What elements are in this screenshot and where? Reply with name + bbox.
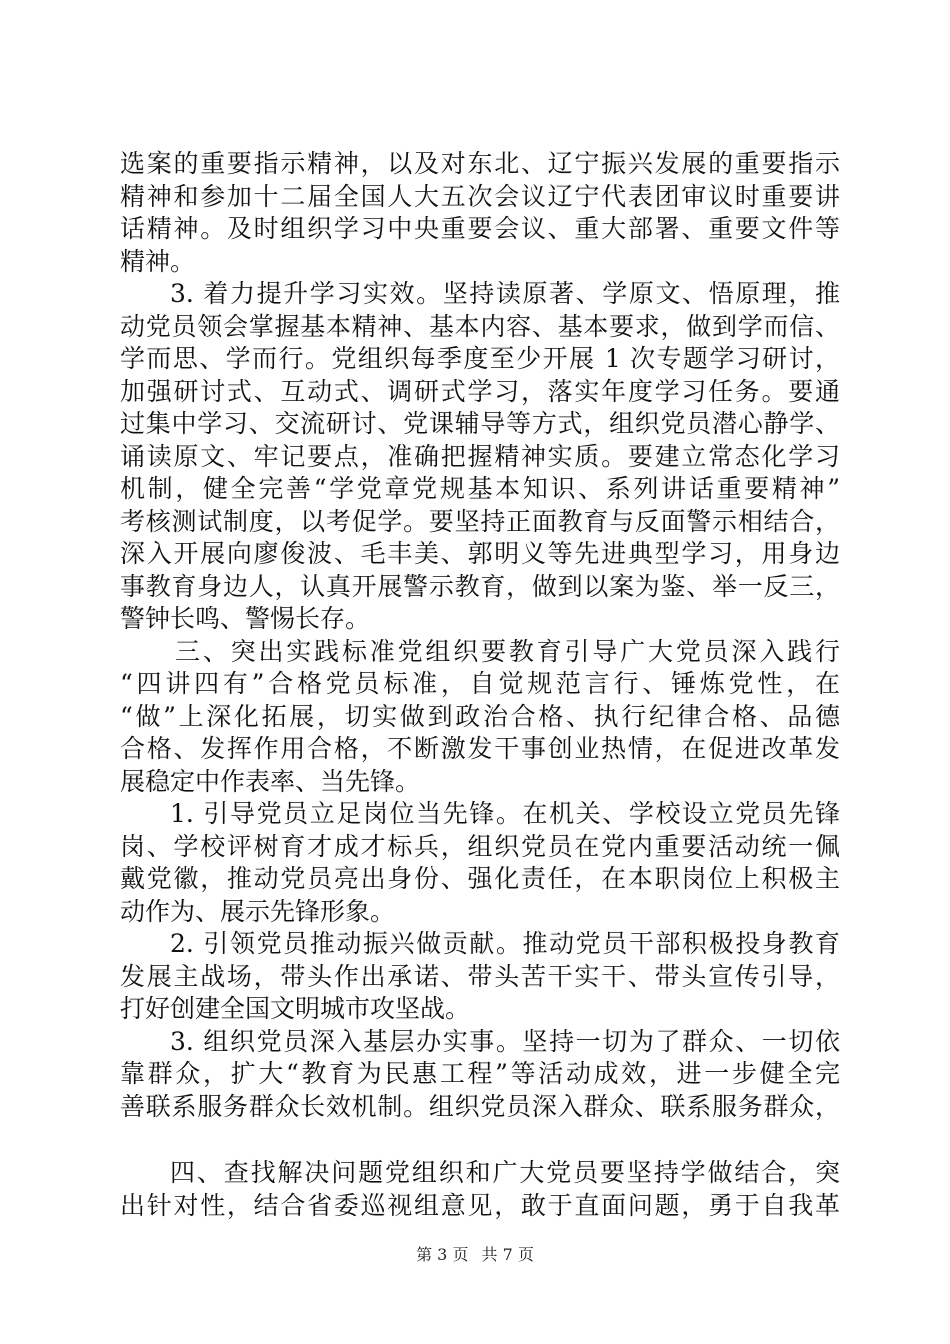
text-line: 合格、发挥作用合格，不断激发干事创业热情，在促进改革发 bbox=[120, 734, 840, 763]
text-line: 戴党徽，推动党员亮出身份、强化责任，在本职岗位上积极主 bbox=[120, 864, 840, 893]
text-block-main bbox=[120, 148, 840, 1123]
text-line: 打好创建全国文明城市攻坚战。 bbox=[120, 994, 471, 1023]
text-line: 1. 引导党员立足岗位当先锋。在机关、学校设立党员先锋 bbox=[170, 799, 840, 828]
text-line: 精神和参加十二届全国人大五次会议辽宁代表团审议时重要讲 bbox=[120, 181, 840, 211]
text-line: 机制，健全完善“学党章党规基本知识、系列讲话重要精神” bbox=[120, 474, 840, 503]
document-body bbox=[120, 148, 840, 1222]
text-line: 四、查找解决问题党组织和广大党员要坚持学做结合，突 bbox=[170, 1158, 840, 1187]
text-block-section-four bbox=[120, 1157, 840, 1222]
text-line: 过集中学习、交流研讨、党课辅导等方式，组织党员潜心静学、 bbox=[120, 409, 840, 438]
text-line: 岗、学校评树育才成才标兵，组织党员在党内重要活动统一佩 bbox=[120, 831, 840, 861]
text-line: 精神。 bbox=[120, 246, 196, 276]
text-line: 话精神。及时组织学习中央重要会议、重大部署、重要文件等 bbox=[120, 214, 840, 243]
text-line: 学而思、学而行。党组织每季度至少开展 1 次专题学习研讨， bbox=[120, 344, 840, 373]
text-line: 动党员领会掌握基本精神、基本内容、基本要求，做到学而信、 bbox=[120, 311, 840, 341]
paragraph-gap bbox=[120, 1123, 840, 1157]
text-line: 靠群众，扩大“教育为民惠工程”等活动成效，进一步健全完 bbox=[120, 1059, 840, 1088]
text-line: 三、突出实践标准党组织要教育引导广大党员深入践行 bbox=[175, 636, 840, 666]
page-total: 共 7 页 bbox=[481, 1245, 534, 1264]
text-line: 深入开展向廖俊波、毛丰美、郭明义等先进典型学习，用身边 bbox=[120, 539, 840, 568]
text-line: 2. 引领党员推动振兴做贡献。推动党员干部积极投身教育 bbox=[170, 929, 840, 958]
text-line: 3. 着力提升学习实效。坚持读原著、学原文、悟原理，推 bbox=[170, 279, 840, 308]
page-footer bbox=[0, 1245, 950, 1265]
text-line: 加强研讨式、互动式、调研式学习，落实年度学习任务。要通 bbox=[120, 376, 840, 406]
text-line: 善联系服务群众长效机制。组织党员深入群众、联系服务群众， bbox=[120, 1091, 840, 1121]
text-line: “做”上深化拓展，切实做到政治合格、执行纪律合格、品德 bbox=[120, 701, 840, 731]
text-line: 展稳定中作表率、当先锋。 bbox=[120, 766, 421, 796]
text-line: 警钟长鸣、警惕长存。 bbox=[120, 604, 371, 633]
text-line: 事教育身边人，认真开展警示教育，做到以案为鉴、举一反三， bbox=[120, 571, 840, 601]
text-line: 3. 组织党员深入基层办实事。坚持一切为了群众、一切依 bbox=[170, 1026, 840, 1056]
text-line: “四讲四有”合格党员标准，自觉规范言行、锤炼党性，在 bbox=[120, 669, 840, 698]
text-line: 出针对性，结合省委巡视组意见，敢于直面问题，勇于自我革 bbox=[120, 1190, 840, 1220]
page-number: 第 3 页 bbox=[416, 1245, 469, 1264]
text-line: 选案的重要指示精神，以及对东北、辽宁振兴发展的重要指示 bbox=[120, 149, 840, 178]
text-line: 诵读原文、牢记要点，准确把握精神实质。要建立常态化学习 bbox=[120, 441, 840, 471]
text-line: 动作为、展示先锋形象。 bbox=[120, 896, 396, 926]
text-line: 考核测试制度，以考促学。要坚持正面教育与反面警示相结合， bbox=[120, 506, 840, 536]
text-line: 发展主战场，带头作出承诺、带头苦干实干、带头宣传引导， bbox=[120, 961, 840, 991]
